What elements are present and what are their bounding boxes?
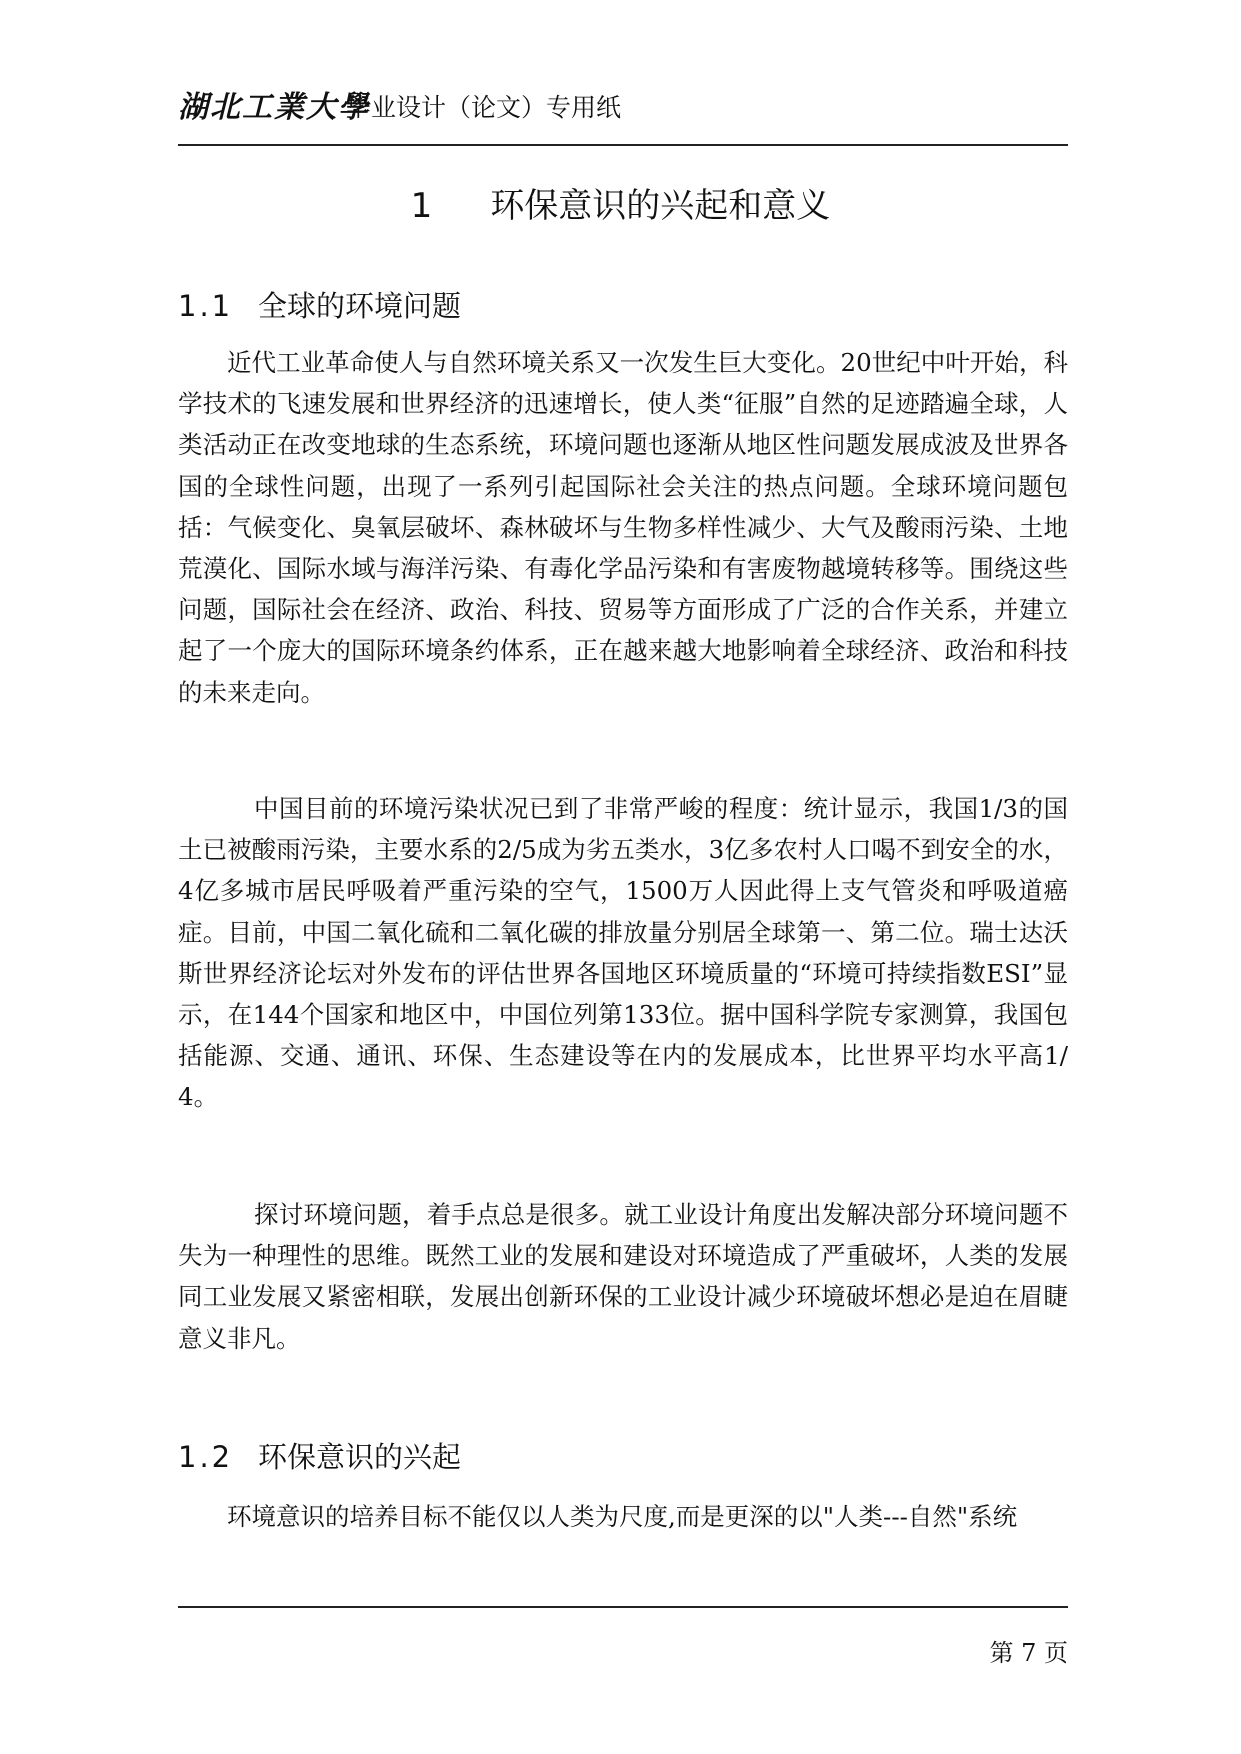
footer-rule	[178, 1606, 1068, 1608]
page-header	[178, 88, 1068, 128]
section-title: 全球的环境问题	[258, 289, 462, 323]
chapter-number: 1	[410, 186, 433, 226]
body-paragraph-1: 近代工业革命使人与自然环境关系又一次发生巨大变化。20世纪中叶开始，科学技术的飞速发展和世界经济的迅速增长，使人类“征服”自然的足迹踏遍全球，人类活动正在改变地球的生态系统，环境问题也逐渐从地区性问题发展成波及世界各国的全球性问题，出现了一系列引起国际社会关注的热点问题。全球环境问题包括：气候变化、臭氧层破坏、森林破坏与生物多样性减少、大气及酸雨污染、土地荒漠化、国际水域与海洋污染、有毒化学品污染和有害废物越境转移等。围绕这些问题，国际社会在经济、政治、科技、贸易等方面形成了广泛的合作关系，并建立起了一个庞大的国际环境条约体系，正在越来越大地影响着全球经济、政治和科技的未来走向。	[178, 348, 1068, 707]
page-number: 第 7 页	[989, 1639, 1068, 1667]
body-paragraph-2: 中国目前的环境污染状况已到了非常严峻的程度：统计显示，我国1/3的国土已被酸雨污染，主要水系的2/5成为劣五类水，3亿多农村人口喝不到安全的水，4亿多城市居民呼吸着严重污染的空气，1500万人因此得上支气管炎和呼吸道癌症。目前，中国二氧化硫和二氧化碳的排放量分别居全球第一、第二位。瑞士达沃斯世界经济论坛对外发布的评估世界各国地区环境质量的“环境可持续指数ESI”显示，在144个国家和地区中，中国位列第133位。据中国科学院专家测算，我国包括能源、交通、通讯、环保、生态建设等在内的发展成本，比世界平均水平高1/4。	[178, 794, 1068, 1112]
chapter-title: 环保意识的兴起和意义	[490, 186, 831, 226]
chapter-heading	[0, 182, 1241, 230]
body-paragraph-4: 环境意识的培养目标不能仅以人类为尺度,而是更深的以"人类---自然"系统	[227, 1502, 1018, 1531]
section-heading-1-1	[178, 286, 461, 326]
section-number: 1.1	[178, 289, 234, 323]
university-logo: 湖北工業大學	[178, 90, 370, 125]
section-number: 1.2	[178, 1440, 234, 1474]
section-title: 环保意识的兴起	[258, 1440, 462, 1474]
body-paragraph-3: 探讨环境问题，着手点总是很多。就工业设计角度出发解决部分环境问题不失为一种理性的思维。既然工业的发展和建设对环境造成了严重破坏，人类的发展同工业发展又紧密相联，发展出创新环保的工业设计减少环境破坏想必是迫在眉睫意义非凡。	[178, 1200, 1068, 1353]
header-subtitle: 毕业设计（论文）专用纸	[346, 93, 622, 122]
header-rule	[178, 144, 1068, 146]
section-heading-1-2	[178, 1437, 461, 1477]
